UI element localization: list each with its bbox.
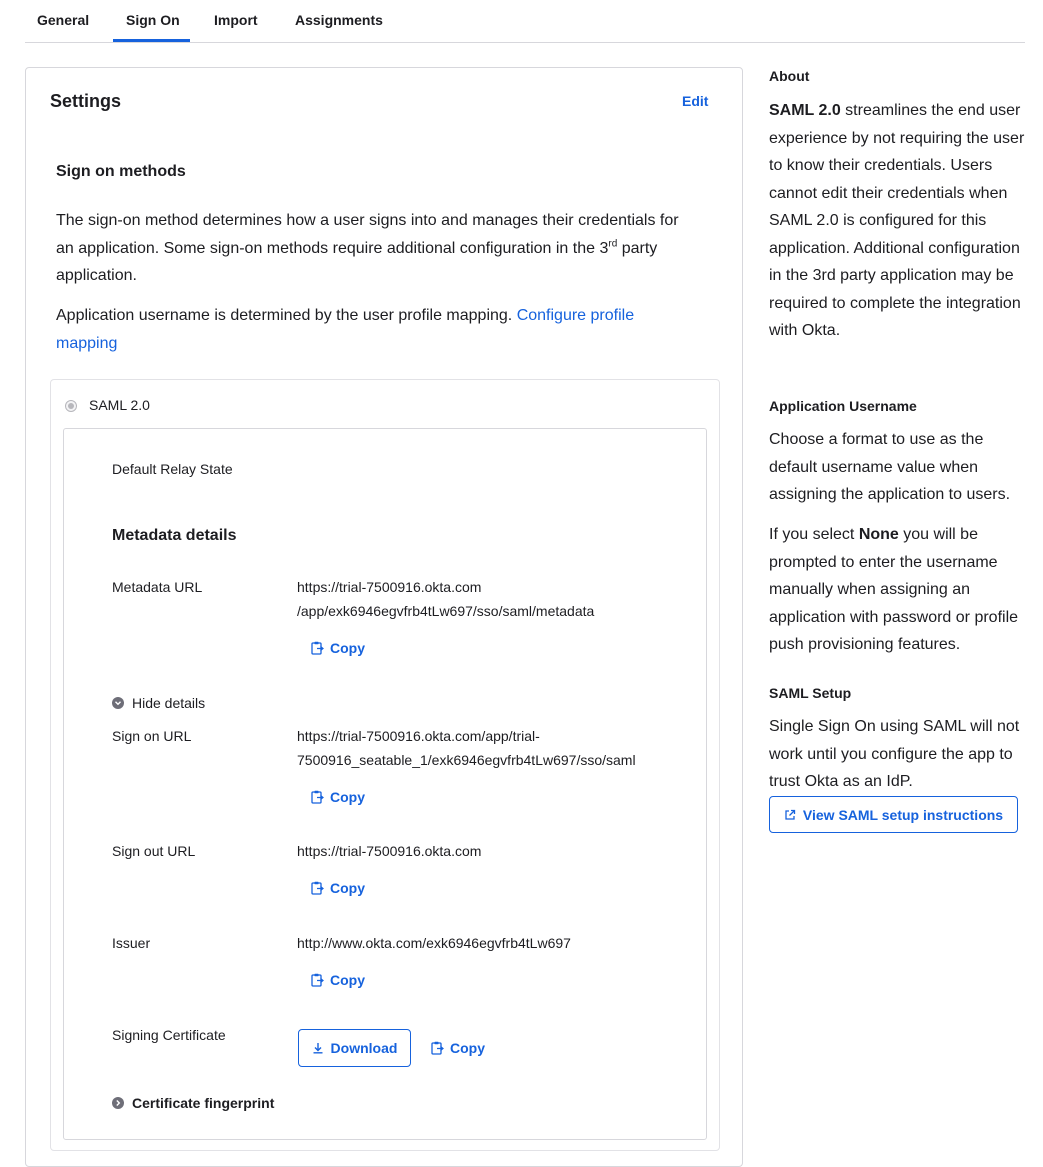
copy-label: Copy [330, 880, 365, 896]
certificate-fingerprint-label: Certificate fingerprint [132, 1095, 275, 1111]
clipboard-icon [311, 881, 324, 895]
signing-certificate-label: Signing Certificate [112, 1027, 226, 1043]
sign-out-url-value: https://trial-7500916.okta.com [297, 843, 482, 859]
username-desc-text: Application username is determined by the user profile mapping. [56, 307, 517, 324]
settings-title: Settings [50, 91, 122, 111]
tab-sign-on[interactable]: Sign On [126, 12, 180, 28]
methods-desc-text: The sign-on method determines how a user signs into and manages their credentials for an application. Some sign-on methods require additional configuration in the 3 [56, 212, 679, 257]
default-relay-state-label: Default Relay State [112, 461, 233, 477]
about-bold: SAML 2.0 [769, 102, 841, 119]
tab-general[interactable]: General [37, 12, 90, 28]
configure-profile-mapping-link[interactable]: Configure profile mapping [56, 307, 635, 352]
copy-certificate-button[interactable] [431, 1040, 485, 1056]
saml-radio[interactable] [65, 400, 77, 412]
metadata-url-value [297, 575, 677, 623]
active-tab-indicator [113, 39, 190, 42]
copy-sign-out-url-button[interactable] [311, 880, 365, 896]
tab-bar [25, 0, 1025, 43]
external-link-icon [784, 809, 796, 821]
sign-on-url-line-1: https://trial-7500916.okta.com/app/trial- [297, 728, 540, 744]
methods-desc-sup: rd [608, 238, 618, 250]
clipboard-icon [431, 1041, 444, 1055]
metadata-url-line-2: /app/exk6946egvfrb4tLw697/sso/saml/metadata [297, 603, 595, 619]
clipboard-icon [311, 790, 324, 804]
issuer-value: http://www.okta.com/exk6946egvfrb4tLw697 [297, 935, 571, 951]
sign-on-url-line-2: 7500916_seatable_1/exk6946egvfrb4tLw697/sso/saml [297, 752, 636, 768]
settings-panel [25, 67, 743, 1167]
saml-details-box [63, 428, 707, 1140]
username-description [56, 302, 696, 357]
sign-on-url-label: Sign on URL [112, 728, 192, 744]
download-certificate-button[interactable] [298, 1029, 411, 1067]
download-icon [312, 1042, 324, 1054]
sign-out-url-label: Sign out URL [112, 843, 196, 859]
clipboard-icon [311, 973, 324, 987]
about-body: streamlines the end user experience by not requiring the user to know their credentials. Users cannot edit their credentials when SAML 2.0 is configured for this application. Additional configuration in the 3rd party application may be required to complete the integration with Okta. [769, 102, 1025, 339]
certificate-fingerprint-toggle[interactable] [112, 1095, 274, 1111]
copy-label: Copy [330, 789, 365, 805]
about-text [769, 97, 1027, 345]
download-label: Download [330, 1040, 398, 1056]
hide-details-label: Hide details [132, 695, 206, 711]
none-body: you will be prompted to enter the username manually when assigning an application with password or profile push provisioning features. [769, 526, 1019, 653]
copy-label: Copy [330, 640, 365, 656]
copy-metadata-url-button[interactable] [311, 640, 365, 656]
sign-on-url-value [297, 724, 677, 772]
saml-setup-text: Single Sign On using SAML will not work until you configure the app to trust Okta as an IdP. [769, 718, 1020, 790]
saml-method-label: SAML 2.0 [89, 397, 150, 413]
edit-link[interactable]: Edit [682, 93, 709, 109]
metadata-details-heading: Metadata details [112, 527, 237, 544]
metadata-url-label: Metadata URL [112, 579, 203, 595]
copy-sign-on-url-button[interactable] [311, 789, 365, 805]
saml-method-box [50, 379, 720, 1151]
tab-assignments[interactable]: Assignments [295, 12, 383, 28]
application-username-heading: Application Username [769, 398, 917, 414]
copy-label: Copy [330, 972, 365, 988]
sign-on-methods-heading: Sign on methods [56, 163, 186, 180]
view-saml-setup-label: View SAML setup instructions [802, 806, 1004, 823]
none-bold: None [858, 526, 899, 543]
issuer-label: Issuer [112, 935, 151, 951]
about-heading: About [769, 68, 810, 84]
copy-label: Copy [450, 1040, 485, 1056]
sign-on-methods-description [56, 207, 696, 290]
none-prefix: If you select [769, 526, 859, 543]
copy-issuer-button[interactable] [311, 972, 365, 988]
none-option-text [769, 521, 1027, 659]
application-username-text: Choose a format to use as the default username value when assigning the application to users. [769, 431, 1011, 503]
view-saml-setup-instructions-button[interactable] [769, 796, 1018, 833]
metadata-url-line-1: https://trial-7500916.okta.com [297, 579, 482, 595]
tab-import[interactable]: Import [214, 12, 258, 28]
hide-details-toggle[interactable] [112, 695, 205, 711]
chevron-right-icon [112, 1097, 124, 1109]
chevron-down-icon [112, 697, 124, 709]
methods-desc-text-2: party application. [56, 239, 658, 284]
clipboard-icon [311, 641, 324, 655]
saml-setup-heading: SAML Setup [769, 685, 852, 701]
